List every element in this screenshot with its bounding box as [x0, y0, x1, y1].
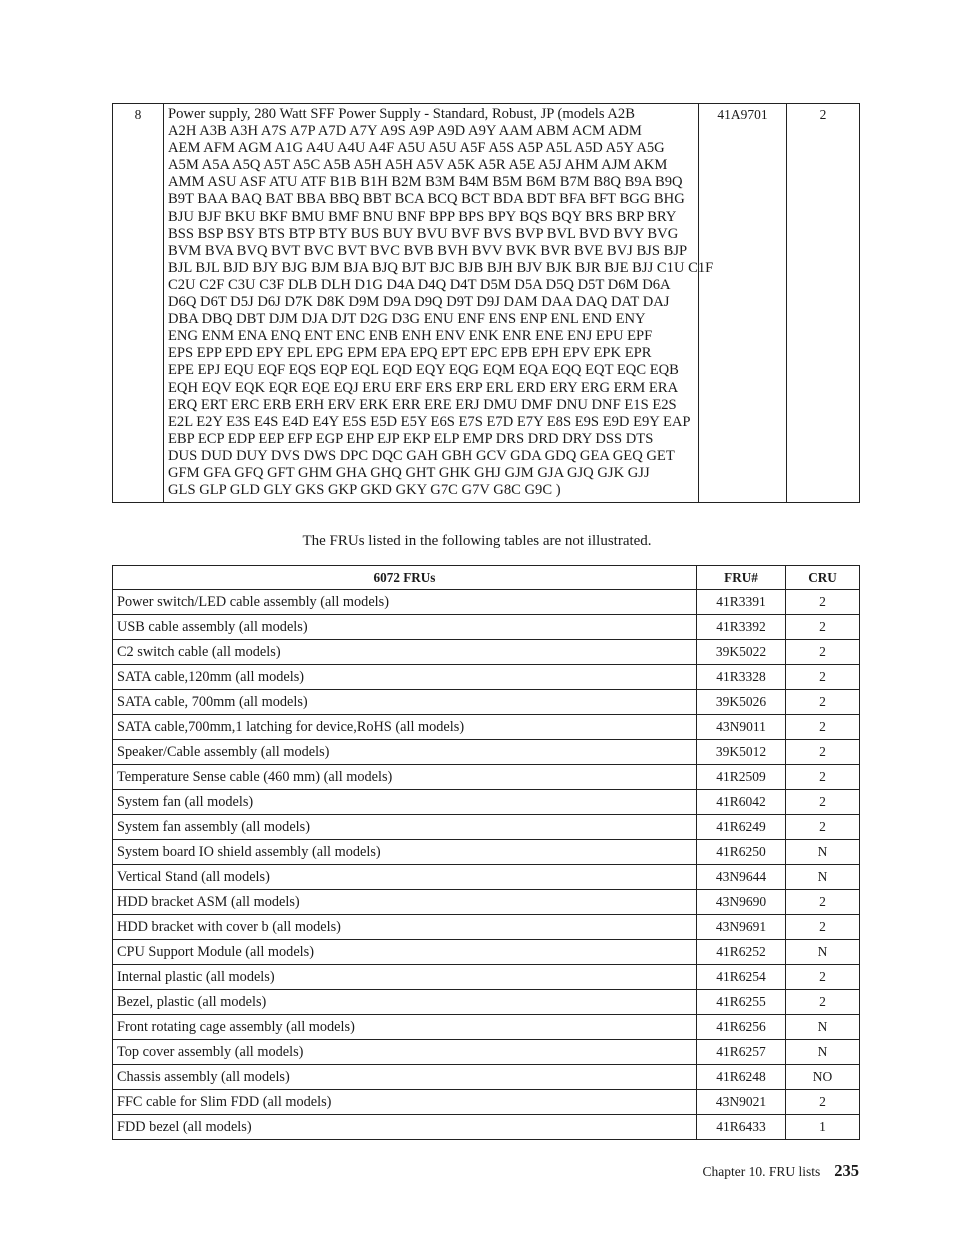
- table-row: [113, 765, 860, 790]
- table-row: [113, 890, 860, 915]
- fru-description: Temperature Sense cable (460 mm) (all models): [113, 765, 697, 790]
- fru-number: 41R2509: [697, 765, 786, 790]
- cru-value: 2: [786, 690, 860, 715]
- description-line: GFM GFA GFQ GFT GHM GHA GHQ GHT GHK GHJ GJM GJA GJQ GJK GJJ: [168, 464, 650, 481]
- cru-value: N: [786, 865, 860, 890]
- page-number: 235: [834, 1161, 859, 1180]
- item-description: [164, 104, 714, 503]
- header-cru: CRU: [786, 566, 860, 590]
- item-cru-value: 2: [787, 104, 860, 503]
- fru-number: 41R6255: [697, 990, 786, 1015]
- cru-value: 2: [786, 665, 860, 690]
- fru-number: 41R6250: [697, 840, 786, 865]
- header-frus: 6072 FRUs: [113, 566, 697, 590]
- fru-description: HDD bracket with cover b (all models): [113, 915, 697, 940]
- fru-number: 43N9691: [697, 915, 786, 940]
- item-fru-number: 41A9701: [699, 104, 787, 503]
- cru-value: 2: [786, 765, 860, 790]
- description-line: BSS BSP BSY BTS BTP BTY BUS BUY BVU BVF BVS BVP BVL BVD BVY BVG: [168, 225, 679, 242]
- fru-number: 39K5022: [697, 640, 786, 665]
- table-row: [113, 640, 860, 665]
- description-line: DUS DUD DUY DVS DWS DPC DQC GAH GBH GCV GDA GDQ GEA GEQ GET: [168, 447, 675, 464]
- description-line: A5M A5A A5Q A5T A5C A5B A5H A5H A5V A5K A5R A5E A5J AHM AJM AKM: [168, 157, 668, 174]
- table-row: [113, 740, 860, 765]
- chapter-title: Chapter 10. FRU lists: [702, 1164, 821, 1179]
- fru-description: CPU Support Module (all models): [113, 940, 697, 965]
- fru-number: 41R3392: [697, 615, 786, 640]
- fru-number: 41R6256: [697, 1015, 786, 1040]
- fru-number: 41R6248: [697, 1065, 786, 1090]
- fru-description: SATA cable, 700mm (all models): [113, 690, 697, 715]
- table-row: [113, 665, 860, 690]
- cru-value: 2: [786, 715, 860, 740]
- description-line: GLS GLP GLD GLY GKS GKP GKD GKY G7C G7V G8C G9C ): [168, 482, 561, 499]
- description-line: EPE EPJ EQU EQF EQS EQP EQL EQD EQY EQG EQM EQA EQQ EQT EQC EQB: [168, 362, 679, 379]
- description-line: E2L E2Y E3S E4S E4D E4Y E5S E5D E5Y E6S E7S E7D E7Y E8S E9S E9D E9Y EAP: [168, 413, 691, 430]
- fru-description: System fan (all models): [113, 790, 697, 815]
- cru-value: N: [786, 840, 860, 865]
- header-fru-number: FRU#: [697, 566, 786, 590]
- table-row: [113, 940, 860, 965]
- fru-number: 41R6042: [697, 790, 786, 815]
- fru-number: 41R6254: [697, 965, 786, 990]
- table-row: [113, 815, 860, 840]
- cru-value: NO: [786, 1065, 860, 1090]
- cru-value: 2: [786, 890, 860, 915]
- cru-value: 2: [786, 990, 860, 1015]
- fru-number: 41R3328: [697, 665, 786, 690]
- fru-number: 41R6257: [697, 1040, 786, 1065]
- table-row: [113, 1015, 860, 1040]
- fru-description: SATA cable,120mm (all models): [113, 665, 697, 690]
- table-row: [113, 1040, 860, 1065]
- description-line: EBP ECP EDP EEP EFP EGP EHP EJP EKP ELP EMP DRS DRD DRY DSS DTS: [168, 430, 654, 447]
- fru-description: USB cable assembly (all models): [113, 615, 697, 640]
- cru-value: 2: [786, 915, 860, 940]
- description-line: AMM ASU ASF ATU ATF B1B B1H B2M B3M B4M B5M B6M B7M B8Q B9A B9Q: [168, 174, 683, 191]
- fru-description: FDD bezel (all models): [113, 1115, 697, 1140]
- fru-number: 43N9011: [697, 715, 786, 740]
- fru-description: Front rotating cage assembly (all models): [113, 1015, 697, 1040]
- table-row: [113, 590, 860, 615]
- cru-value: 2: [786, 1090, 860, 1115]
- fru-description: C2 switch cable (all models): [113, 640, 697, 665]
- cru-value: 2: [786, 640, 860, 665]
- fru-description: Internal plastic (all models): [113, 965, 697, 990]
- cru-value: 2: [786, 740, 860, 765]
- fru-number: 41R6249: [697, 815, 786, 840]
- cru-value: 1: [786, 1115, 860, 1140]
- table-row: [113, 690, 860, 715]
- description-line: ERQ ERT ERC ERB ERH ERV ERK ERR ERE ERJ DMU DMF DNU DNF E1S E2S: [168, 396, 677, 413]
- intro-text: The FRUs listed in the following tables are not illustrated.: [302, 533, 652, 549]
- description-line: BJL BJL BJD BJY BJG BJM BJA BJQ BJT BJC BJB BJH BJV BJK BJR BJE BJJ C1U C1F: [168, 259, 714, 276]
- description-line: AEM AFM AGM A1G A4U A4U A4F A5U A5U A5F A5S A5P A5L A5D A5Y A5G: [168, 140, 665, 157]
- fru-number: 41R3391: [697, 590, 786, 615]
- fru-number: 41R6433: [697, 1115, 786, 1140]
- fru-description: Power switch/LED cable assembly (all models): [113, 590, 697, 615]
- table-row: [113, 865, 860, 890]
- description-line: EPS EPP EPD EPY EPL EPG EPM EPA EPQ EPT EPC EPB EPH EPV EPK EPR: [168, 345, 652, 362]
- table-row: [113, 965, 860, 990]
- table-row: [113, 790, 860, 815]
- cru-value: 2: [786, 965, 860, 990]
- table-row: [113, 840, 860, 865]
- fru-description: Vertical Stand (all models): [113, 865, 697, 890]
- table-row: [113, 1090, 860, 1115]
- fru-number: 39K5012: [697, 740, 786, 765]
- description-line: Power supply, 280 Watt SFF Power Supply - Standard, Robust, JP (models A2B: [168, 106, 635, 122]
- cru-value: 2: [786, 615, 860, 640]
- fru-description: System fan assembly (all models): [113, 815, 697, 840]
- fru-description: FFC cable for Slim FDD (all models): [113, 1090, 697, 1115]
- table-row: [113, 915, 860, 940]
- fru-table: [112, 565, 860, 1140]
- description-line: BJU BJF BKU BKF BMU BMF BNU BNF BPP BPS BPY BQS BQY BRS BRP BRY: [168, 208, 677, 225]
- fru-description: HDD bracket ASM (all models): [113, 890, 697, 915]
- description-line: B9T BAA BAQ BAT BBA BBQ BBT BCA BCQ BCT BDA BDT BFA BFT BGG BHG: [168, 191, 685, 208]
- fru-number: 43N9021: [697, 1090, 786, 1115]
- description-line: ENG ENM ENA ENQ ENT ENC ENB ENH ENV ENK ENR ENE ENJ EPU EPF: [168, 328, 653, 345]
- cru-value: N: [786, 1040, 860, 1065]
- fru-description: Chassis assembly (all models): [113, 1065, 697, 1090]
- fru-description: Top cover assembly (all models): [113, 1040, 697, 1065]
- table-row: [113, 1115, 860, 1140]
- fru-description: System board IO shield assembly (all models): [113, 840, 697, 865]
- fru-number: 39K5026: [697, 690, 786, 715]
- description-line: D6Q D6T D5J D6J D7K D8K D9M D9A D9Q D9T D9J DAM DAA DAQ DAT DAJ: [168, 294, 670, 311]
- fru-description: SATA cable,700mm,1 latching for device,RoHS (all models): [113, 715, 697, 740]
- description-line: A2H A3B A3H A7S A7P A7D A7Y A9S A9P A9D A9Y AAM ABM ACM ADM: [168, 123, 642, 140]
- description-line: C2U C2F C3U C3F DLB DLH D1G D4A D4Q D4T D5M D5A D5Q D5T D6M D6A: [168, 276, 671, 293]
- table-row: [113, 715, 860, 740]
- power-supply-table: [112, 103, 860, 503]
- fru-number: 43N9644: [697, 865, 786, 890]
- table-header-row: [113, 566, 860, 590]
- table-row: [113, 990, 860, 1015]
- cru-value: 2: [786, 815, 860, 840]
- cru-value: 2: [786, 590, 860, 615]
- table-row: [113, 1065, 860, 1090]
- fru-number: 41R6252: [697, 940, 786, 965]
- fru-number: 43N9690: [697, 890, 786, 915]
- fru-description: Bezel, plastic (all models): [113, 990, 697, 1015]
- description-line: EQH EQV EQK EQR EQE EQJ ERU ERF ERS ERP ERL ERD ERY ERG ERM ERA: [168, 379, 679, 396]
- cru-value: 2: [786, 790, 860, 815]
- page-footer: [702, 1161, 859, 1181]
- item-index: 8: [113, 104, 164, 503]
- cru-value: N: [786, 940, 860, 965]
- description-line: DBA DBQ DBT DJM DJA DJT D2G D3G ENU ENF ENS ENP ENL END ENY: [168, 311, 646, 328]
- table-row: [113, 615, 860, 640]
- description-line: BVM BVA BVQ BVT BVC BVT BVC BVB BVH BVV BVK BVR BVE BVJ BJS BJP: [168, 242, 688, 259]
- fru-description: Speaker/Cable assembly (all models): [113, 740, 697, 765]
- table-row: [113, 104, 860, 503]
- cru-value: N: [786, 1015, 860, 1040]
